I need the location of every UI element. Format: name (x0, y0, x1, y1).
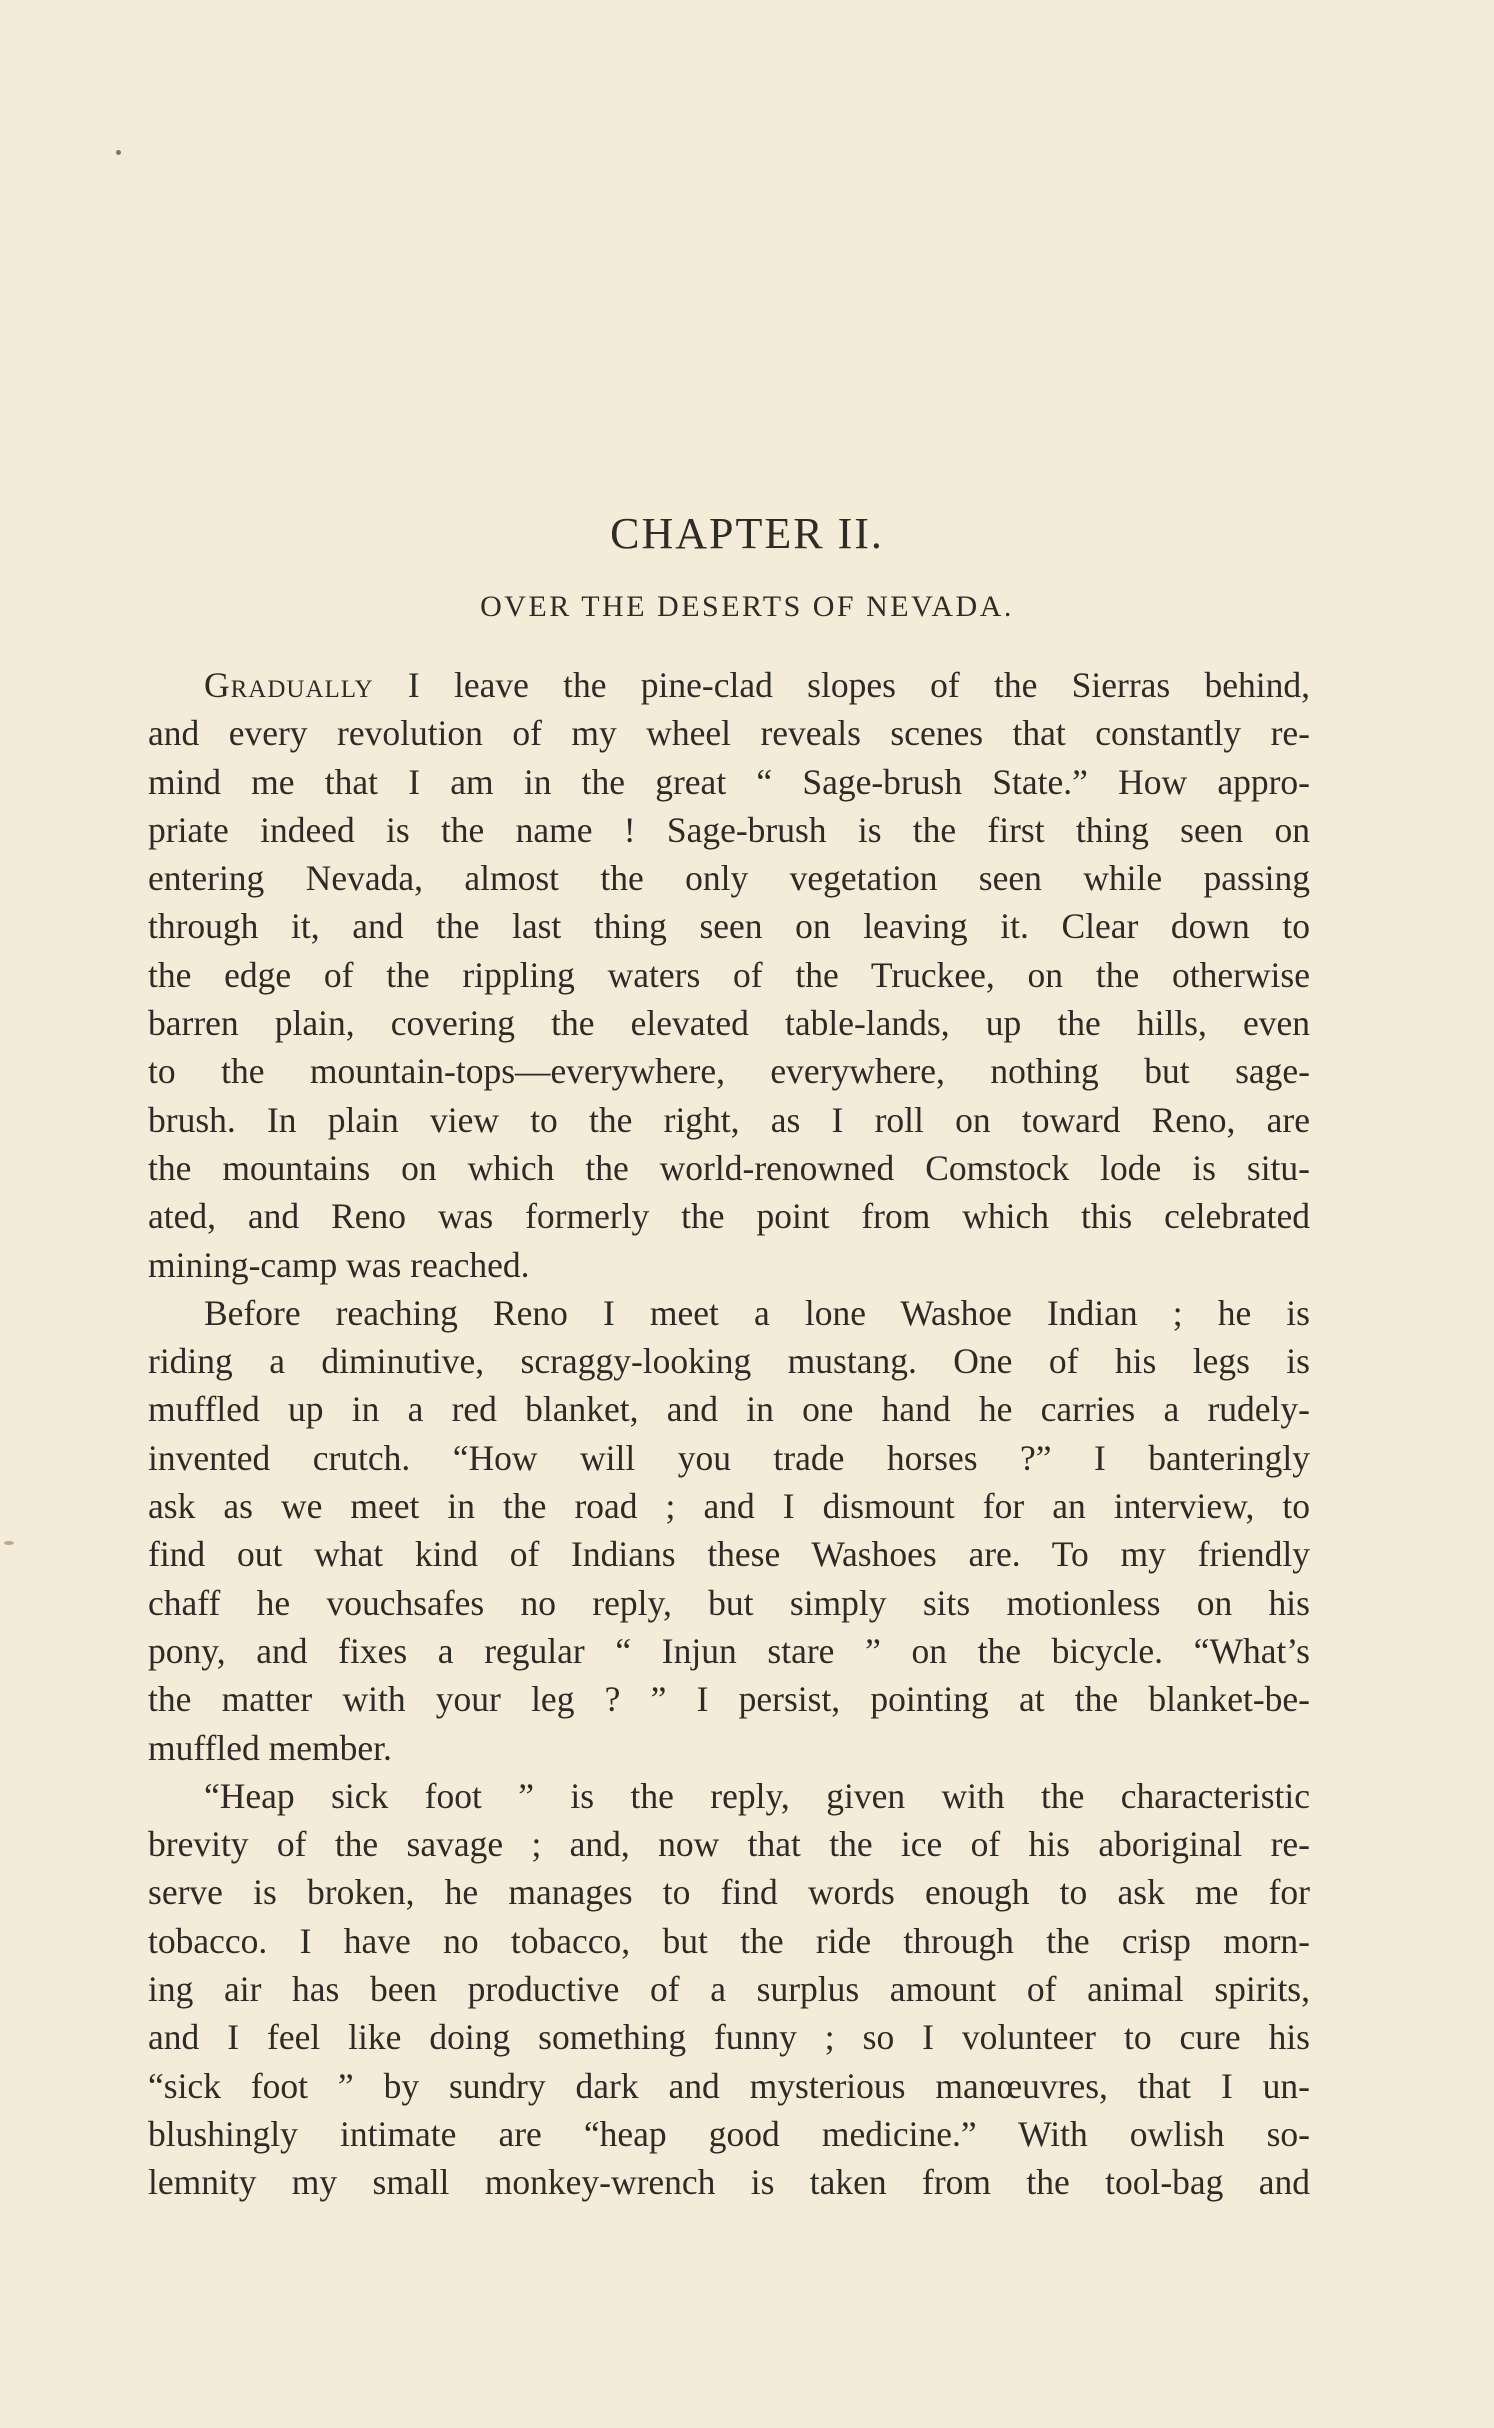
text-line: ated, and Reno was formerly the point from which this celebrated (148, 1196, 1310, 1237)
text-line: brush. In plain view to the right, as I roll on toward Reno, are (148, 1099, 1310, 1140)
text-line: the edge of the rippling waters of the Truckee, on the otherwise (148, 954, 1310, 995)
text-line: “sick foot ” by sundry dark and mysterious manœuvres, that I un- (148, 2065, 1310, 2106)
text-line: and every revolution of my wheel reveals scenes that constantly re- (148, 713, 1310, 754)
text-line: chaff he vouchsafes no reply, but simply sits motionless on his (148, 1582, 1310, 1623)
text-line: riding a diminutive, scraggy-looking mustang. One of his legs is (148, 1341, 1310, 1382)
text-line: “Heap sick foot ” is the reply, given with the characteristic (204, 1775, 1310, 1816)
text-line: invented crutch. “How will you trade horses ?” I banteringly (148, 1437, 1310, 1478)
text-line: mining-camp was reached. (148, 1244, 530, 1285)
text-line: muffled up in a red blanket, and in one hand he carries a rudely- (148, 1389, 1310, 1430)
lead-word: Gradually (204, 665, 374, 705)
text-line: to the mountain-tops—everywhere, everywhere, nothing but sage- (148, 1051, 1310, 1092)
text-line: Before reaching Reno I meet a lone Washoe Indian ; he is (204, 1292, 1310, 1333)
text-line: tobacco. I have no tobacco, but the ride through the crisp morn- (148, 1920, 1310, 1961)
text-line: serve is broken, he manages to find words enough to ask me for (148, 1872, 1310, 1913)
chapter-subtitle: OVER THE DESERTS OF NEVADA. (480, 590, 1014, 623)
text-line: brevity of the savage ; and, now that the ice of his aboriginal re- (148, 1824, 1310, 1865)
text-line: ask as we meet in the road ; and I dismount for an interview, to (148, 1486, 1310, 1527)
text-line: mind me that I am in the great “ Sage-brush State.” How appro- (148, 761, 1310, 802)
chapter-title: CHAPTER II. (610, 509, 884, 558)
text-line: and I feel like doing something funny ; so I volunteer to cure his (148, 2017, 1310, 2058)
text-line: priate indeed is the name ! Sage-brush is the first thing seen on (148, 809, 1310, 850)
text-line: entering Nevada, almost the only vegetation seen while passing (148, 858, 1310, 899)
text-line: through it, and the last thing seen on leaving it. Clear down to (148, 906, 1310, 947)
text-line: Gradually I leave the pine-clad slopes of the Sierras behind, (204, 665, 1310, 705)
text-line: muffled member. (148, 1727, 392, 1768)
text-line: barren plain, covering the elevated table-lands, up the hills, even (148, 1003, 1310, 1044)
body-text (148, 661, 1310, 2207)
text-line: find out what kind of Indians these Washoes are. To my friendly (148, 1534, 1310, 1575)
text-line: pony, and fixes a regular “ Injun stare ” on the bicycle. “What’s (148, 1630, 1310, 1671)
text-line: the matter with your leg ? ” I persist, pointing at the blanket-be- (148, 1679, 1310, 1720)
text-line: the mountains on which the world-renowned Comstock lode is situ- (148, 1147, 1310, 1188)
text-line: lemnity my small monkey-wrench is taken from the tool-bag and (148, 2162, 1310, 2203)
page-speck (116, 150, 121, 155)
page-speck (4, 1541, 14, 1545)
text-line: ing air has been productive of a surplus amount of animal spirits, (148, 1969, 1310, 2010)
text-line: blushingly intimate are “heap good medicine.” With owlish so- (148, 2113, 1310, 2154)
